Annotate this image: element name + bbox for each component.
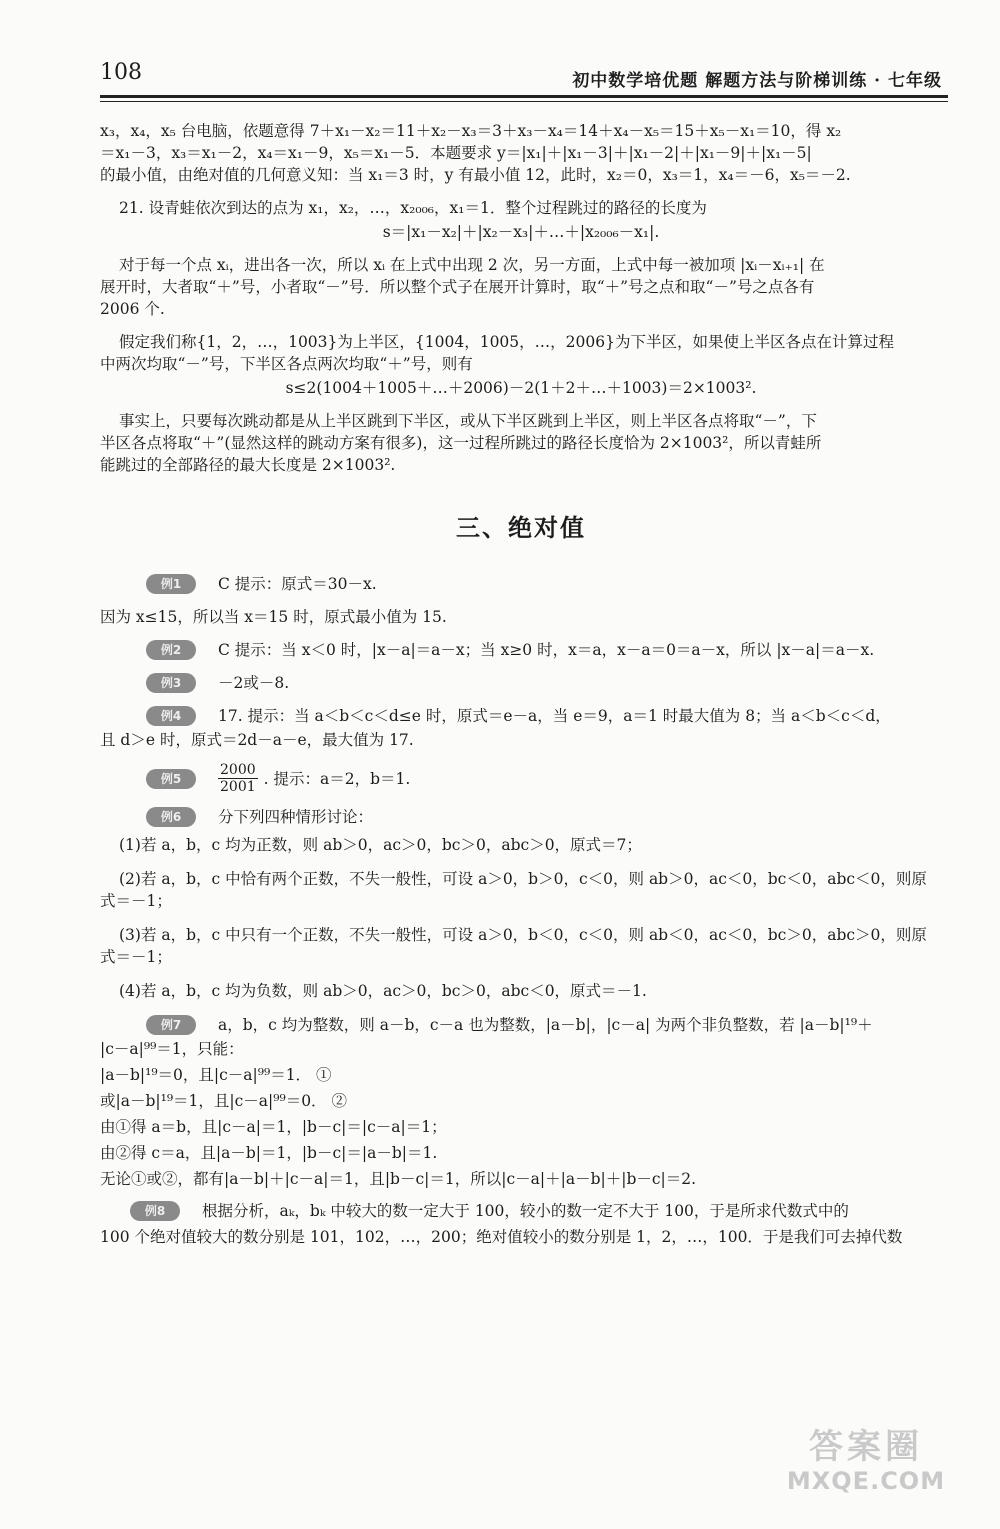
- header-rule-thick: [100, 95, 948, 98]
- watermark-text: MXQE.COM: [786, 1467, 946, 1495]
- header-rule-thin: [100, 101, 948, 102]
- section-title: 三、绝对值: [456, 514, 586, 542]
- fraction-denominator: 2001: [220, 779, 256, 795]
- example-2: [100, 639, 942, 661]
- case-line: (2)若 a，b，c 中恰有两个正数，不失一般性，可设 a＞0，b＞0，c＜0，则 ab＞0，ac＜0，bc＜0，abc＜0，则原: [119, 870, 927, 888]
- paragraph: [100, 410, 942, 476]
- watermark-mark: 答案圈: [809, 1427, 923, 1467]
- case-line: 式＝－1；: [100, 948, 172, 966]
- example-1: [100, 573, 942, 595]
- text-line: 100 个绝对值较大的数分别是 101，102，…，200；绝对值较小的数分别是 1，2，…，100．于是我们可去掉代数: [100, 1228, 903, 1246]
- text-line: 由①得 a＝b，且|c－a|＝1，|b－c|＝|c－a|＝1；: [100, 1118, 447, 1136]
- example-text: 17. 提示：当 a＜b＜c＜d≤e 时，原式＝e－a，当 e＝9，a＝1 时最大值为 8；当 a＜b＜c＜d，: [218, 707, 891, 725]
- text-line: 由②得 c＝a，且|a－b|＝1，|b－c|＝|a－b|＝1.: [100, 1144, 438, 1162]
- example-3: [100, 672, 942, 694]
- fraction-numerator: 2000: [220, 762, 256, 778]
- case-line: 式＝－1；: [100, 892, 172, 910]
- text-line: 或|a－b|¹⁹＝1，且|c－a|⁹⁹＝0． ②: [100, 1092, 347, 1110]
- example-text: C 提示：当 x＜0 时，|x－a|＝a－x；当 x≥0 时，x＝a，x－a＝0＝a－x，所以 |x－a|＝a－x.: [218, 641, 875, 659]
- page-content: [100, 120, 942, 1248]
- text-line: x₃，x₄，x₅ 台电脑，依题意得 7＋x₁－x₂＝11＋x₂－x₃＝3＋x₃－x₄＝14＋x₄－x₅＝15＋x₅－x₁＝10，得 x₂: [100, 122, 842, 140]
- page-number: 108: [100, 60, 142, 85]
- case-line: (1)若 a，b，c 均为正数，则 ab＞0，ac＞0，bc＞0，abc＞0，原式＝7；: [119, 836, 642, 854]
- text-line: |c－a|⁹⁹＝1，只能：: [100, 1040, 244, 1058]
- text-line: 事实上，只要每次跳动都是从上半区跳到下半区，或从下半区跳到上半区，则上半区各点将取“－”，下: [119, 412, 817, 430]
- example-5: [100, 762, 942, 795]
- text-line: 2006 个.: [100, 300, 165, 318]
- case-line: (3)若 a，b，c 中只有一个正数，不失一般性，可设 a＞0，b＜0，c＜0，则 ab＜0，ac＜0，bc＞0，abc＞0，则原: [119, 926, 927, 944]
- text-line: 中两次均取“－”号，下半区各点两次均取“＋”号，则有: [100, 355, 473, 373]
- example-badge: 例1: [146, 574, 196, 594]
- paragraph: [100, 331, 942, 375]
- paragraph: [100, 254, 942, 320]
- example-badge: 例3: [146, 673, 196, 693]
- problem-21-intro: 21. 设青蛙依次到达的点为 x₁，x₂，…，x₂₀₀₆，x₁＝1．整个过程跳过的路径的长度为: [119, 199, 707, 217]
- site-watermark: [776, 1427, 956, 1497]
- example-badge: 例7: [146, 1015, 196, 1035]
- text-line: 无论①或②，都有|a－b|＋|c－a|＝1，且|b－c|＝1，所以|c－a|＋|a－b|＋|b－c|＝2.: [100, 1170, 697, 1188]
- text-line: 半区各点将取“＋”(显然这样的跳动方案有很多)，这一过程所跳过的路径长度恰为 2×1003²，所以青蛙所: [100, 434, 822, 452]
- text-line: 且 d＞e 时，原式＝2d－a－e，最大值为 17.: [100, 731, 414, 749]
- text-line: 对于每一个点 xᵢ，进出各一次，所以 xᵢ 在上式中出现 2 次，另一方面，上式中每一被加项 |xᵢ－xᵢ₊₁| 在: [119, 256, 825, 274]
- text-line: |a－b|¹⁹＝0，且|c－a|⁹⁹＝1． ①: [100, 1066, 332, 1084]
- example-badge: 例4: [146, 706, 196, 726]
- formula-inequality: s≤2(1004＋1005＋…＋2006)－2(1＋2＋…＋1003)＝2×1003².: [285, 379, 757, 397]
- text-line: 能跳过的全部路径的最大长度是 2×1003².: [100, 456, 396, 474]
- text-line: ＝x₁－3，x₃＝x₁－2，x₄＝x₁－9，x₅＝x₁－5．本题要求 y＝|x₁|＋|x₁－3|＋|x₁－2|＋|x₁－9|＋|x₁－5|: [100, 144, 812, 162]
- example-text: －2或－8.: [218, 674, 290, 692]
- example-4: [100, 705, 942, 727]
- example-6: [100, 806, 942, 828]
- example-text: . 提示：a＝2，b＝1.: [263, 769, 411, 788]
- text-line: 假定我们称{1，2，…，1003}为上半区，{1004，1005，…，2006}为下半区，如果使上半区各点在计算过程: [119, 333, 894, 351]
- problem-21-formula: s＝|x₁－x₂|＋|x₂－x₃|＋…＋|x₂₀₀₆－x₁|.: [382, 223, 660, 241]
- example-7: [100, 1014, 942, 1036]
- text-line: 的最小值，由绝对值的几何意义知：当 x₁＝3 时，y 有最小值 12，此时，x₂＝0，x₃＝1，x₄＝－6，x₅＝－2.: [100, 166, 851, 184]
- example-badge: 例5: [146, 769, 196, 789]
- problem-21: [100, 197, 942, 243]
- example-text: 根据分析，aₖ，bₖ 中较大的数一定大于 100，较小的数一定不大于 100，于是所求代数式中的: [202, 1202, 849, 1220]
- text-line: 展开时，大者取“＋”号，小者取“－”号．所以整个式子在展开计算时，取“＋”号之点和取“－”号之点各有: [100, 278, 815, 296]
- paragraph-continued: [100, 120, 942, 186]
- example-text: C 提示：原式＝30－x.: [218, 575, 377, 593]
- fraction: [218, 762, 258, 795]
- text-line: 因为 x≤15，所以当 x＝15 时，原式最小值为 15.: [100, 608, 447, 626]
- example-badge: 例8: [130, 1201, 180, 1221]
- running-head: 初中数学培优题 解题方法与阶梯训练 · 七年级: [572, 71, 942, 91]
- example-text: a，b，c 均为整数，则 a－b，c－a 也为整数，|a－b|，|c－a| 为两个非负整数，若 |a－b|¹⁹＋: [218, 1016, 873, 1034]
- example-badge: 例2: [146, 640, 196, 660]
- example-text: 分下列四种情形讨论：: [218, 808, 374, 826]
- example-8: [100, 1200, 942, 1222]
- case-line: (4)若 a，b，c 均为负数，则 ab＞0，ac＞0，bc＞0，abc＜0，原式＝－1.: [119, 982, 647, 1000]
- example-badge: 例6: [146, 807, 196, 827]
